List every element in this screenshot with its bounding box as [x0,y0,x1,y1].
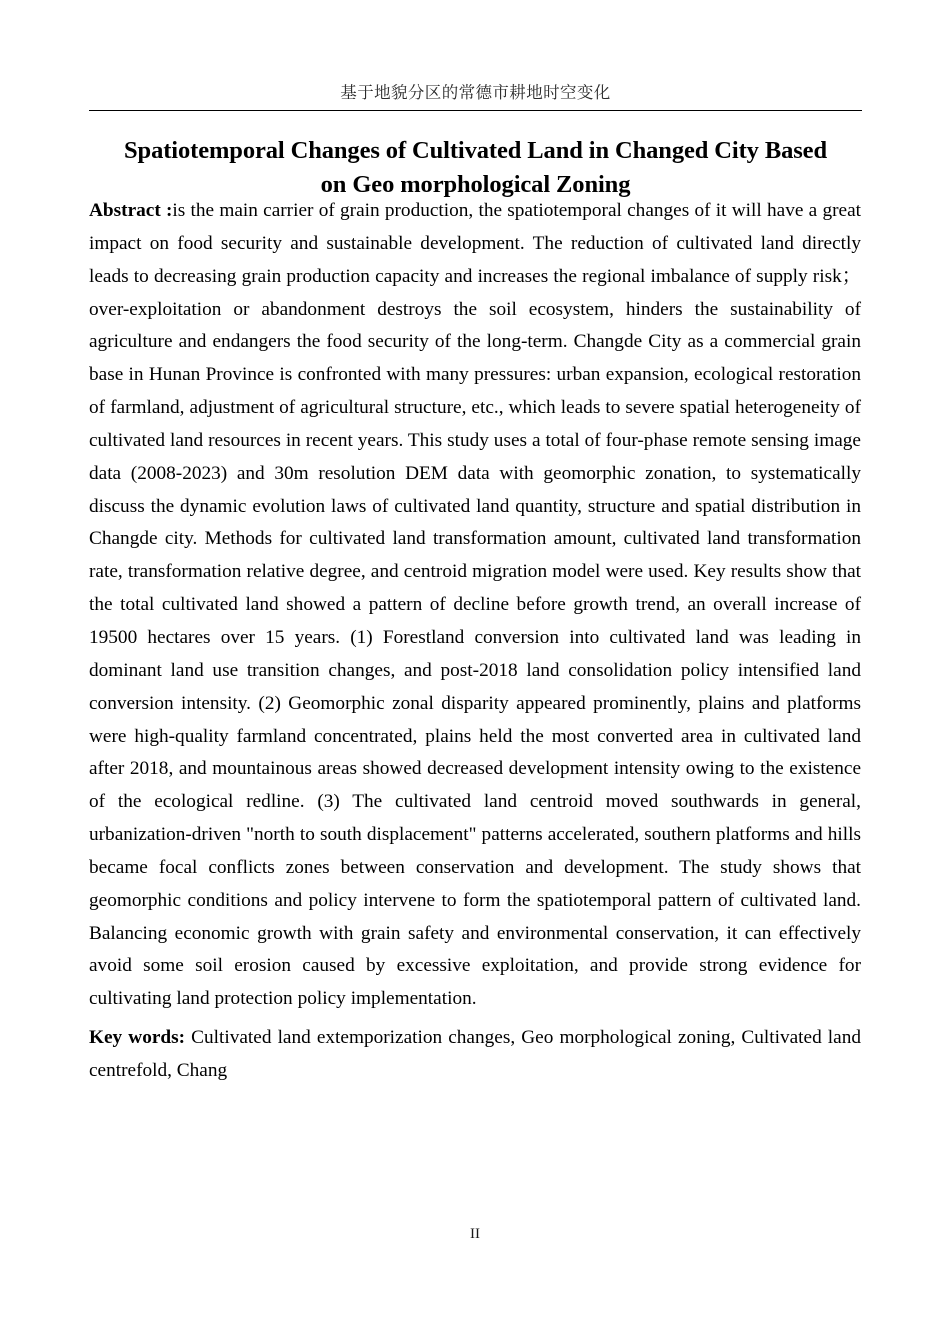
page-title [89,134,862,202]
keywords-section [89,1022,861,1088]
page-number: II [470,1226,480,1242]
abstract-section [89,195,861,1016]
abstract-text: is the main carrier of grain production, the spatiotemporal changes of it will have a great impact on food security and sustainable development. The reduction of cultivated land directly leads to decreasing grain production capacity and increases the regional imbalance of supply risk；over-exploitation or abandonment destroys the soil ecosystem, hinders the sustainability of agriculture and endangers the food security of the long-term. Changde City as a commercial grain base in Hunan Province is confronted with many pressures: urban expansion, ecological restoration of farmland, adjustment of agricultural structure, etc., which leads to severe spatial heterogeneity of cultivated land resources in recent years. This study uses a total of four-phase remote sensing image data (2008-2023) and 30m resolution DEM data with geomorphic zonation, to systematically discuss the dynamic evolution laws of cultivated land quantity, structure and spatial distribution in Changde city. Methods for cultivated land transformation amount, cultivated land transformation rate, transformation relative degree, and centroid migration model were used. Key results show that the total cultivated land showed a pattern of decline before growth trend, an overall increase of 19500 hectares over 15 years. (1) Forestland conversion into cultivated land was leading in dominant land use transition changes, and post-2018 land consolidation policy intensified land conversion intensity. (2) Geomorphic zonal disparity appeared prominently, plains and platforms were high-quality farmland concentrated, plains held the most converted area in cultivated land after 2018, and mountainous areas showed decreased development intensity owing to the existence of the ecological redline. (3) The cultivated land centroid moved southwards in general, urbanization-driven "north to south displacement" patterns accelerated, southern platforms and hills became focal conflicts zones between conservation and development. The study shows that geomorphic conditions and policy intervene to form the spatiotemporal pattern of cultivated land. Balancing economic growth with grain safety and environmental conservation, it can effectively avoid some soil erosion caused by excessive exploitation, and provide strong evidence for cultivating land protection policy implementation. [89,200,861,1010]
page-title-line-1: Spatiotemporal Changes of Cultivated Land in Changed City Based [124,137,827,165]
page-title-line-2: on Geo morphological Zoning [320,171,631,199]
abstract-paragraph [89,195,861,1016]
keywords-text: Cultivated land extemporization changes, Geo morphological zoning, Cultivated land centrefold, Chang [89,1027,861,1081]
header-divider-rule [89,110,862,111]
keywords-label: Key words: [89,1027,186,1048]
abstract-label: Abstract : [89,200,173,221]
keywords-paragraph [89,1022,861,1088]
running-header: 基于地貌分区的常德市耕地时空变化 [340,83,611,102]
